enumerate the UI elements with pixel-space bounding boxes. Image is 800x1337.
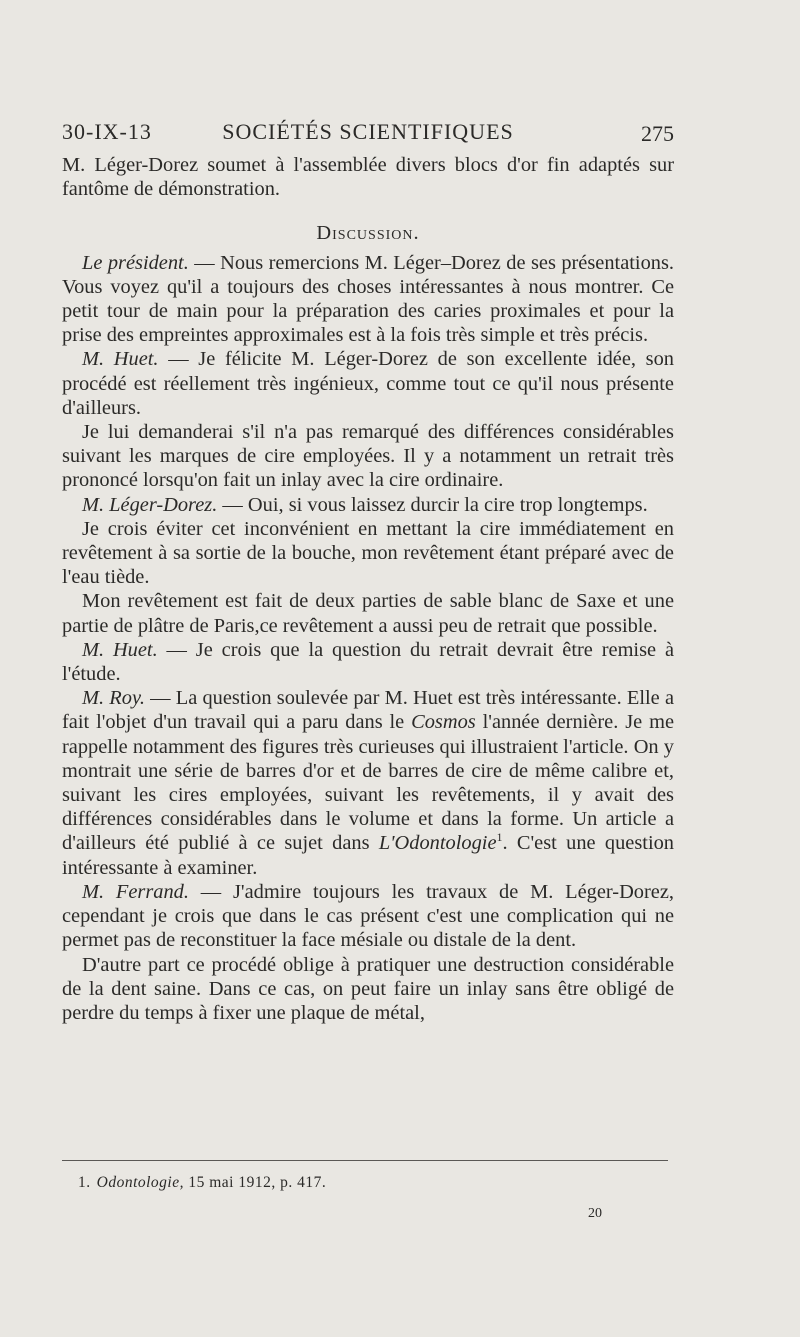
footnote-number: 1. [78,1174,91,1191]
speaker-name: Le président. [82,251,189,274]
footnote-reference[interactable]: 1 [496,830,503,845]
footnote-source: Odontologie, [96,1174,184,1191]
journal-title: L'Odontologie [378,832,497,855]
paragraph: M. Ferrand. — J'admire toujours les travaux de M. Léger-Dorez, cependant je crois que dans le cas présent c'est une complication qui ne permet pas de reconstituer la face mésiale ou distale de la dent. [62,880,674,952]
paragraph: M. Roy. — La question soulevée par M. Huet est très intéressante. Elle a fait l'objet d'un travail qui a paru dans le Cosmos l'année dernière. Je me rappelle notamment des figures très curieuses qui illustraient l'article. On y montrait une série de barres d'or et de barres de cire de même calibre et, suivant les cires employées, suivant les revêtements, il y avait des différences considérables dans le volume et dans la forme. Un article a d'ailleurs été publié à ce sujet dans L'Odontologie$^1$. C'est une question intéressante à examiner. [62,687,674,879]
speaker-name: M. Roy. [82,687,145,710]
paragraph: Le président. — Nous remercions M. Léger–Dorez de ses présentations. Vous voyez qu'il a toujours des choses intéressantes à nous montrer. Ce petit tour de main pour la préparation des caries proximales et pour la prise des empreintes approximales est à la fois très simple et très précis. [62,251,674,347]
running-head [62,119,674,149]
speaker-name: M. Ferrand. [82,880,189,903]
body-text [62,153,674,1025]
paragraph: M. Huet. — Je crois que la question du retrait devrait être remise à l'étude. [62,638,674,686]
paragraph: Mon revêtement est fait de deux parties de sable blanc de Saxe et une partie de plâtre de Paris,ce revêtement a aussi peu de retrait que possible. [62,590,674,637]
page-number: 275 [641,121,674,146]
paragraph: Je lui demanderai s'il n'a pas remarqué des différences considérables suivant les marques de cire employées. Il y a notamment un retrait très prononcé lorsqu'on fait un inlay avec la cire ordinaire. [62,421,674,492]
speaker-name: M. Huet. [82,348,159,371]
speaker-name: M. Huet. [82,638,158,661]
journal-title: Cosmos [411,711,476,734]
footnote-text: 15 mai 1912, p. 417. [184,1174,327,1191]
header-title: SOCIÉTÉS SCIENTIFIQUES [222,119,514,144]
header-date: 30-IX-13 [62,119,152,144]
paragraph: M. Huet. — Je félicite M. Léger-Dorez de son excellente idée, son procédé est réellement très ingénieux, comme tout ce qu'il nous présente d'ailleurs. [62,348,674,419]
paragraph: M. Léger-Dorez. — Oui, si vous laissez durcir la cire trop longtemps. [82,493,648,516]
section-heading: Discussion. [316,222,420,245]
paragraph: M. Léger-Dorez soumet à l'assemblée divers blocs d'or fin adaptés sur fantôme de démonstration. [62,154,674,201]
footnote [78,1174,326,1192]
paragraph: D'autre part ce procédé oblige à pratiquer une destruction considérable de la dent saine. Dans ce cas, on peut faire un inlay sans être obligé de perdre du temps à fixer une plaque de métal, [62,953,674,1024]
speaker-name: M. Léger-Dorez. [82,493,218,516]
signature-mark: 20 [588,1206,602,1221]
paragraph: Je crois éviter cet inconvénient en mettant la cire immédiatement en revêtement à sa sortie de la bouche, mon revêtement étant préparé avec de l'eau tiède. [62,517,674,589]
footnote-divider [62,1160,668,1161]
